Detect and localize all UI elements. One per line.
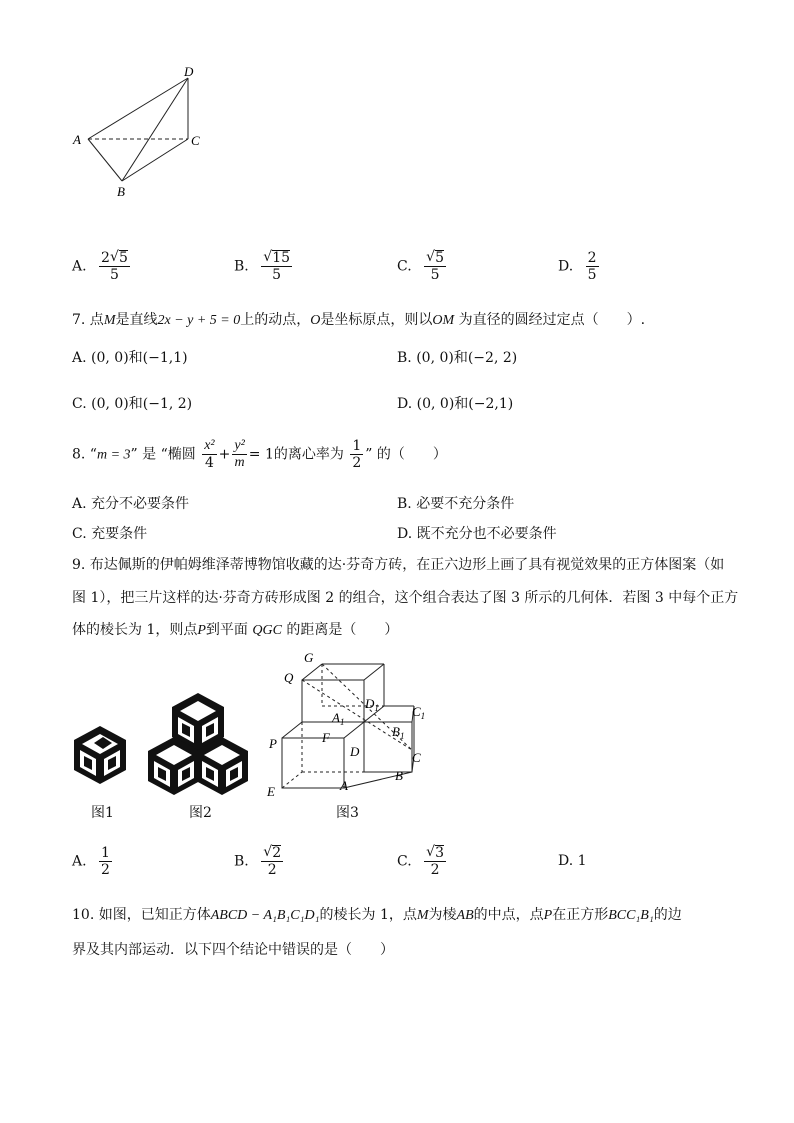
q10-stem-line1: 10. 如图，已知正方体ABCD − A₁B₁C₁D₁的棱长为 1，点M为棱AB的中点，点P在正方形BCC₁B₁的边 — [72, 907, 682, 923]
q6-option-d: D. $\frac{2}{5}$ — [558, 250, 597, 283]
q8-option-d: D. 既不充分也不必要条件 — [397, 526, 557, 542]
label-e: E — [267, 784, 275, 799]
q7-option-a: A. (0, 0)和(−1,1) — [72, 350, 188, 366]
q7-option-d: D. (0, 0)和(−2,1) — [397, 396, 514, 412]
q9-option-a: A. $\frac{1}{2}$ — [72, 845, 110, 878]
tetrahedron-figure — [70, 60, 220, 210]
label-g: G — [304, 650, 314, 665]
davinci-tile-figure-1 — [72, 724, 128, 786]
q7-stem: 7. 点M是直线2x − y + 5 = 0上的动点，O是坐标原点，则以OM 为直径的圆经过定点（ ）. — [72, 312, 646, 328]
q8-stem: 8. “m = 3” 是 “椭圆 $\frac{\text{x²}}{4}$ + $\frac{\text{y²}}{m}$ = 1的离心率为 $\frac{1}{2}$ ” 的（ ） — [72, 438, 447, 471]
q8-option-b: B. 必要不充分条件 — [397, 496, 515, 512]
q6-option-b: B. √ $\frac{15}{5}$ — [234, 250, 294, 283]
q9-stem-line3: 体的棱长为 1，则点P到平面 QGC 的距离是（ ） — [72, 622, 399, 638]
q9-option-c: C. √ $\frac{3}{2}$ — [397, 845, 448, 878]
fig1-caption: 图1 — [91, 805, 114, 821]
label-d1: $D_1$ — [365, 696, 379, 713]
label-c: C — [412, 750, 421, 765]
vertex-label-b: B — [117, 184, 125, 199]
q10-stem-line2: 界及其内部运动．以下四个结论中错误的是（ ） — [72, 942, 394, 958]
label-a: A — [340, 778, 348, 793]
davinci-tiles-figure-2 — [146, 691, 250, 799]
vertex-label-c: C — [191, 133, 200, 148]
label-b1: $B_1$ — [392, 724, 405, 741]
q9-stem-line1: 9. 布达佩斯的伊帕姆维泽蒂博物馆收藏的达·芬奇方砖，在正六边形上画了具有视觉效果的正方体图案（如 — [72, 557, 725, 573]
vertex-label-d: D — [184, 64, 194, 79]
q7-option-b: B. (0, 0)和(−2, 2) — [397, 350, 518, 366]
q9-option-d: D. 1 — [558, 853, 587, 869]
q8-option-a: A. 充分不必要条件 — [72, 496, 190, 512]
label-f: F — [322, 730, 330, 745]
label-q: Q — [284, 670, 294, 685]
q7-option-c: C. (0, 0)和(−1, 2) — [72, 396, 193, 412]
fig3-caption: 图3 — [336, 805, 359, 821]
q8-option-c: C. 充要条件 — [72, 526, 148, 542]
vertex-label-a: A — [73, 132, 81, 147]
q9-stem-line2: 图 1），把三片这样的达·芬奇方砖形成图 2 的组合，这个组合表达了图 3 所示的几何体．若图 3 中每个正方 — [72, 590, 739, 606]
q9-option-b: B. √ $\frac{2}{2}$ — [234, 845, 285, 878]
label-p: P — [269, 736, 277, 751]
label-d: D — [350, 744, 360, 759]
q6-option-a: A. $\frac{2√ 5}{5}$ — [72, 250, 132, 283]
cube-composite-figure-3 — [264, 650, 434, 800]
q6-option-c: C. √ $\frac{5}{5}$ — [397, 250, 448, 283]
label-a1: $A_1$ — [332, 710, 345, 727]
label-b: B — [395, 768, 403, 783]
fig2-caption: 图2 — [189, 805, 212, 821]
label-c1: $C_1$ — [412, 704, 426, 721]
